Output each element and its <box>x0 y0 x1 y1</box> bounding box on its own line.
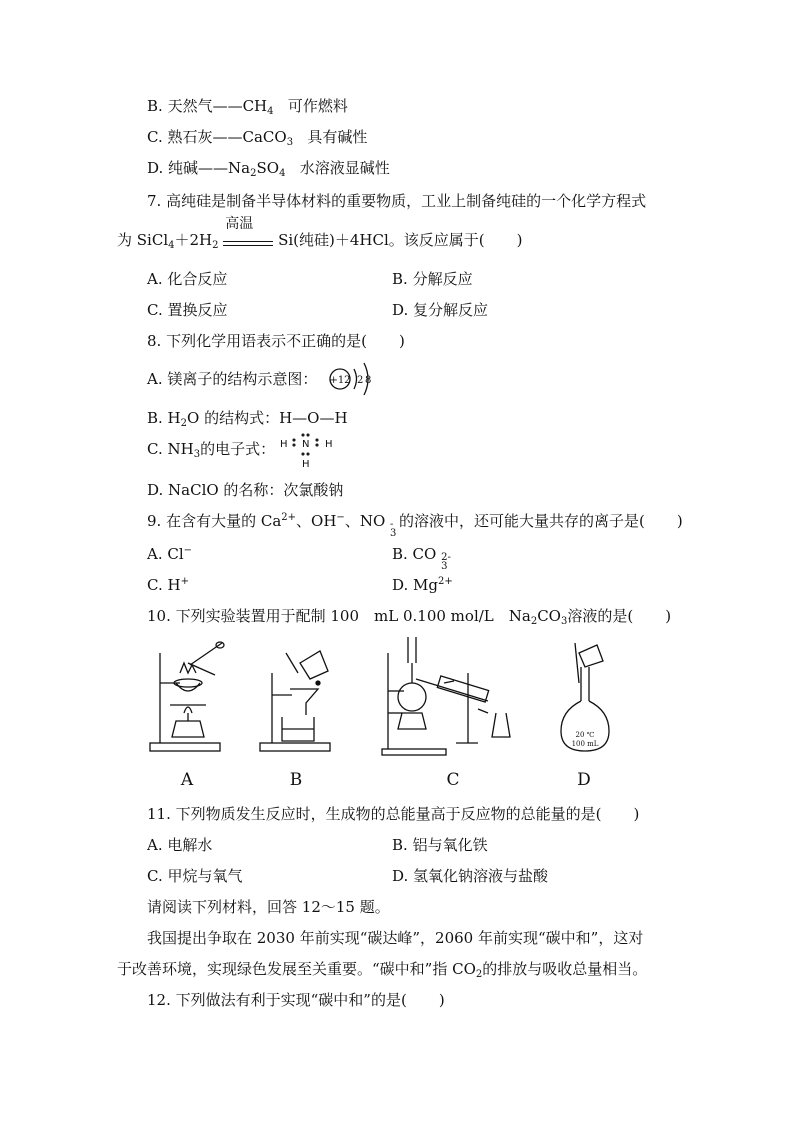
q9-stem: 9. 在含有大量的 $Ca^{2+}$、OH−、NO - 3 的溶液中，还可能大量共存的离子是( ) <box>147 512 683 539</box>
nucleus-charge: +12 <box>329 375 351 386</box>
q6-option-d: D. 纯碱$——Na_2SO_4$ 水溶液显碱性 <box>147 159 390 179</box>
q8-option-c: C. $NH_3$的电子式： <box>147 440 276 460</box>
apparatus-b-filtration <box>252 633 342 763</box>
q9-option-a: A. Cl− <box>147 545 193 563</box>
figure-label-a: A <box>180 770 194 790</box>
q8-stem: 8. 下列化学用语表示不正确的是( ) <box>147 332 405 350</box>
q7-option-b: B. 分解反应 <box>392 270 473 288</box>
mg-ion-structure-diagram <box>326 360 386 398</box>
reaction-condition-arrow: 高温 <box>223 230 273 250</box>
material-paragraph-line-1: 我国提出争取在 2030 年前实现“碳达峰”，2060 年前实现“碳中和”，这对 <box>147 929 644 947</box>
nh3-electron-formula <box>276 433 340 473</box>
q6-option-c: C. 熟石灰——CaCO$_3$ 具有碱性 <box>147 128 368 148</box>
figure-label-c: C <box>446 770 460 790</box>
svg-text:H: H <box>325 439 333 450</box>
q8-option-d: D. NaClO 的名称：次氯酸钠 <box>147 481 344 499</box>
q7-equation: 为 $SiCl_4+2H_2$ 高温 Si(纯硅)＋4HCl。该反应属于( ) <box>117 216 523 251</box>
figure-label-b: B <box>289 770 303 790</box>
shell-1-electrons: 2 <box>357 375 364 386</box>
shell-2-electrons: 8 <box>365 375 372 386</box>
q10-stem: 10. 下列实验装置用于配制 100 mL 0.100 mol/L $Na_2CO_3$溶液的是( ) <box>147 607 672 627</box>
q12-stem: 12. 下列做法有利于实现“碳中和”的是( ) <box>147 991 445 1009</box>
q11-option-b: B. 铝与氧化铁 <box>392 836 488 854</box>
q11-option-a: A. 电解水 <box>147 836 213 854</box>
q8-option-b: B. $H_2O$ 的结构式：H—O—H <box>147 409 348 429</box>
apparatus-a-evaporation <box>140 633 235 763</box>
svg-text:N: N <box>302 439 310 450</box>
q9-option-b: B. CO 2- 3 <box>392 545 451 572</box>
q7-option-a: A. 化合反应 <box>147 270 228 288</box>
q6-option-b: B. 天然气$——CH_4$ 可作燃料 <box>147 97 348 117</box>
q9-option-d: D. $Mg^{2+}$ <box>392 576 453 594</box>
flask-temperature: 20 ℃ <box>575 731 595 739</box>
svg-text:H: H <box>302 459 310 470</box>
q8-option-a: A. 镁离子的结构示意图： <box>147 370 318 388</box>
flask-volume: 100 mL <box>571 740 599 748</box>
apparatus-d-volumetric-flask <box>553 633 623 763</box>
svg-text:H: H <box>280 439 288 450</box>
q7-stem: 7. 高纯硅是制备半导体材料的重要物质，工业上制备纯硅的一个化学方程式 <box>147 192 647 210</box>
apparatus-c-distillation <box>378 633 533 763</box>
figure-label-d: D <box>577 770 591 790</box>
q11-option-d: D. 氢氧化钠溶液与盐酸 <box>392 867 549 885</box>
q7-option-c: C. 置换反应 <box>147 301 228 319</box>
q9-option-c: C. H+ <box>147 576 189 594</box>
q11-stem: 11. 下列物质发生反应时，生成物的总能量高于反应物的总能量的是( ) <box>147 805 640 823</box>
material-intro: 请阅读下列材料，回答 12～15 题。 <box>147 898 390 916</box>
q11-option-c: C. 甲烷与氧气 <box>147 867 243 885</box>
q7-option-d: D. 复分解反应 <box>392 301 489 319</box>
material-paragraph-line-2: 于改善环境，实现绿色发展至关重要。“碳中和”指 $CO_2$的排放与吸收总量相当。 <box>117 960 648 980</box>
